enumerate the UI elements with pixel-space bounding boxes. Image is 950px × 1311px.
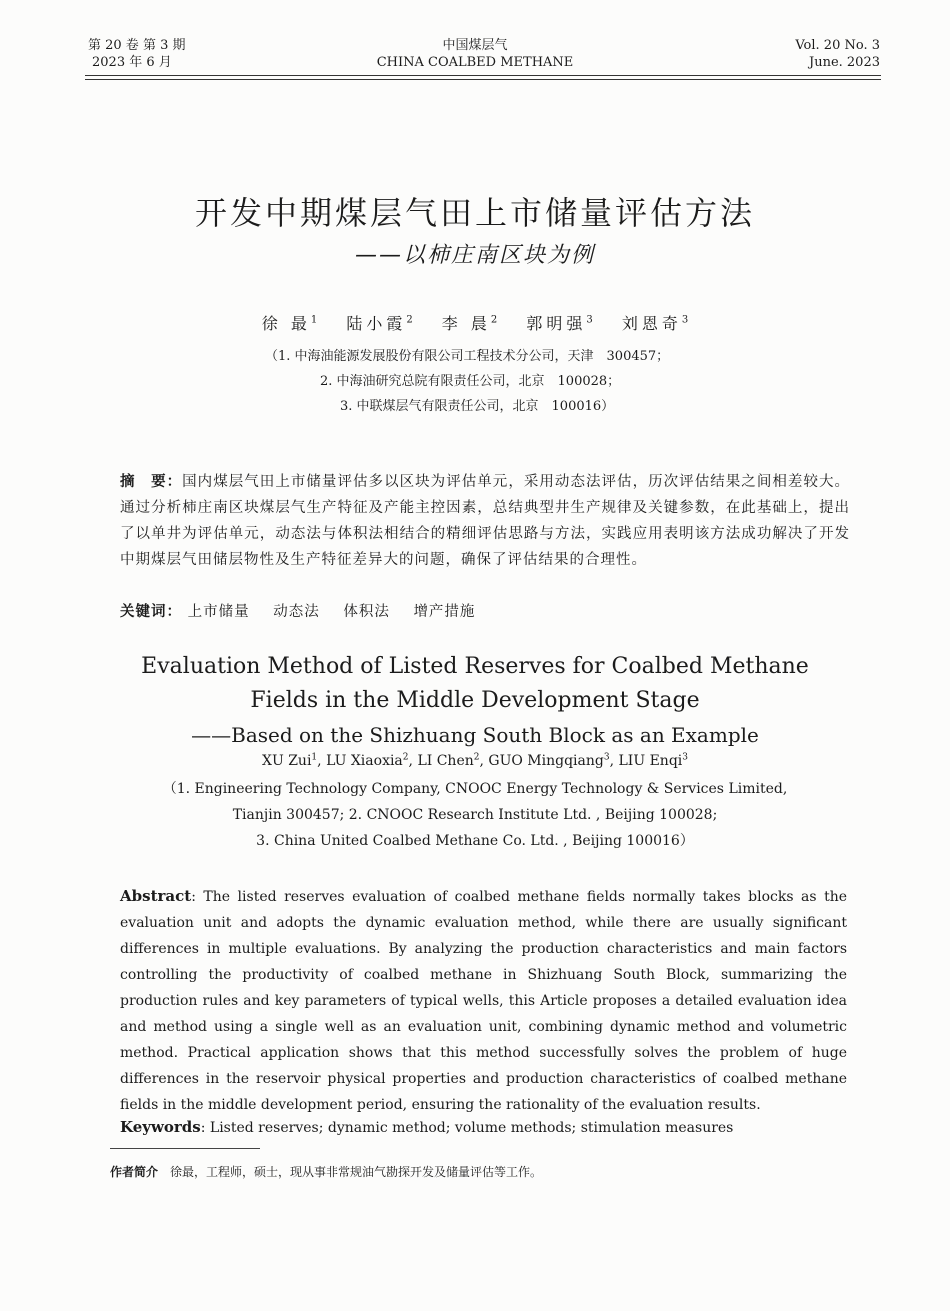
keywords-en-label: Keywords [120, 1118, 201, 1136]
author-en: LI Chen$^2$, [417, 752, 489, 769]
volume-issue-cn: 第 20 卷 第 3 期 [88, 38, 186, 53]
authors-en [0, 752, 950, 769]
header-rule-bottom [85, 79, 881, 80]
keywords-cn [120, 600, 493, 621]
volume-issue-en: Vol. 20 No. 3 [795, 38, 880, 53]
affiliation-cn-3: 3. 中联煤层气有限责任公司，北京 100016） [340, 399, 615, 414]
subtitle-en: ——Based on the Shizhuang South Block as an Example [191, 723, 759, 747]
keyword-cn: 上市储量 [187, 604, 250, 620]
affiliation-en-1: （1. Engineering Technology Company, CNOOC Energy Technology & Services Limited, [162, 781, 788, 797]
abstract-en-label: Abstract [120, 887, 192, 905]
keyword-cn: 体积法 [343, 604, 390, 620]
authors-cn [0, 311, 950, 334]
author-cn: 陆小霞$^2$ [346, 314, 413, 333]
author-cn: 刘恩奇$^3$ [621, 314, 689, 333]
journal-issue-en [795, 37, 880, 71]
author-en: XU Zui$^1$, [261, 752, 327, 769]
journal-name-cn: 中国煤层气 [442, 38, 508, 53]
date-cn: 2023 年 6 月 [92, 55, 172, 70]
affiliation-en-2: Tianjin 300457; 2. CNOOC Research Institute Ltd. , Beijing 100028; [232, 807, 718, 823]
abstract-cn [120, 469, 850, 573]
keywords-en [120, 1118, 733, 1136]
author-en: GUO Mingqiang$^3$, [488, 752, 619, 769]
author-cn: 李 晨$^2$ [441, 314, 498, 333]
affiliation-en-3: 3. China United Coalbed Methane Co. Ltd. , Beijing 100016） [256, 833, 694, 849]
footnote-rule [110, 1148, 260, 1149]
keywords-en-text: : Listed reserves; dynamic method; volume methods; stimulation measures [200, 1120, 734, 1136]
footnote-text: 徐最，工程师，硕士，现从事非常规油气勘探开发及储量评估等工作。 [170, 1165, 543, 1179]
keywords-cn-label: 关键词： [120, 604, 182, 620]
abstract-en-text: : The listed reserves evaluation of coalbed methane fields normally takes blocks as the evaluation unit and adopts the dynamic evaluation method, while there are usually significant differences in multiple evaluations. By analyzing the production characteristics and main factors controlling the productivity of coalbed methane in Shizhuang South Block, summarizing the production rules and key parameters of typical wells, this Article proposes a detailed evaluation idea and method using a single well as an evaluation unit, combining dynamic method and volumetric method. Practical application shows that this method successfully solves the problem of huge differences in the reservoir physical properties and production characteristics of coalbed methane fields in the middle development period, ensuring the rationality of the evaluation results. [120, 889, 847, 1113]
author-cn: 徐 最$^1$ [261, 314, 318, 333]
keyword-cn: 增产措施 [413, 604, 476, 620]
affiliation-cn-2: 2. 中海油研究总院有限责任公司，北京 100028； [320, 374, 621, 389]
affiliation-cn-1: （1. 中海油能源发展股份有限公司工程技术分公司，天津 300457； [265, 349, 670, 364]
journal-name-en: CHINA COALBED METHANE [376, 55, 574, 70]
author-en: LIU Enqi$^3$ [618, 752, 688, 769]
author-bio-footnote [110, 1163, 542, 1180]
author-cn: 郭明强$^3$ [526, 314, 593, 333]
title-cn: 开发中期煤层气田上市储量评估方法 [194, 194, 755, 232]
header-rule-top [85, 75, 881, 76]
date-en: June. 2023 [809, 55, 880, 70]
title-en-line1: Evaluation Method of Listed Reserves for Coalbed Methane [141, 654, 809, 679]
subtitle-cn: ——以柿庄南区块为例 [354, 243, 595, 268]
keyword-cn: 动态法 [273, 604, 320, 620]
title-en-line2: Fields in the Middle Development Stage [250, 688, 700, 713]
abstract-cn-label: 摘 要： [120, 474, 183, 490]
author-en: LU Xiaoxia$^2$, [326, 752, 418, 769]
abstract-cn-text: 国内煤层气田上市储量评估多以区块为评估单元，采用动态法评估，历次评估结果之间相差较大。通过分析柿庄南区块煤层气生产特征及产能主控因素，总结典型井生产规律及关键参数，在此基础上，提出了以单井为评估单元，动态法与体积法相结合的精细评估思路与方法，实践应用表明该方法成功解决了开发中期煤层气田储层物性及生产特征差异大的问题，确保了评估结果的合理性。 [120, 474, 851, 568]
footnote-label: 作者简介 [110, 1165, 159, 1179]
abstract-en [120, 883, 847, 1118]
